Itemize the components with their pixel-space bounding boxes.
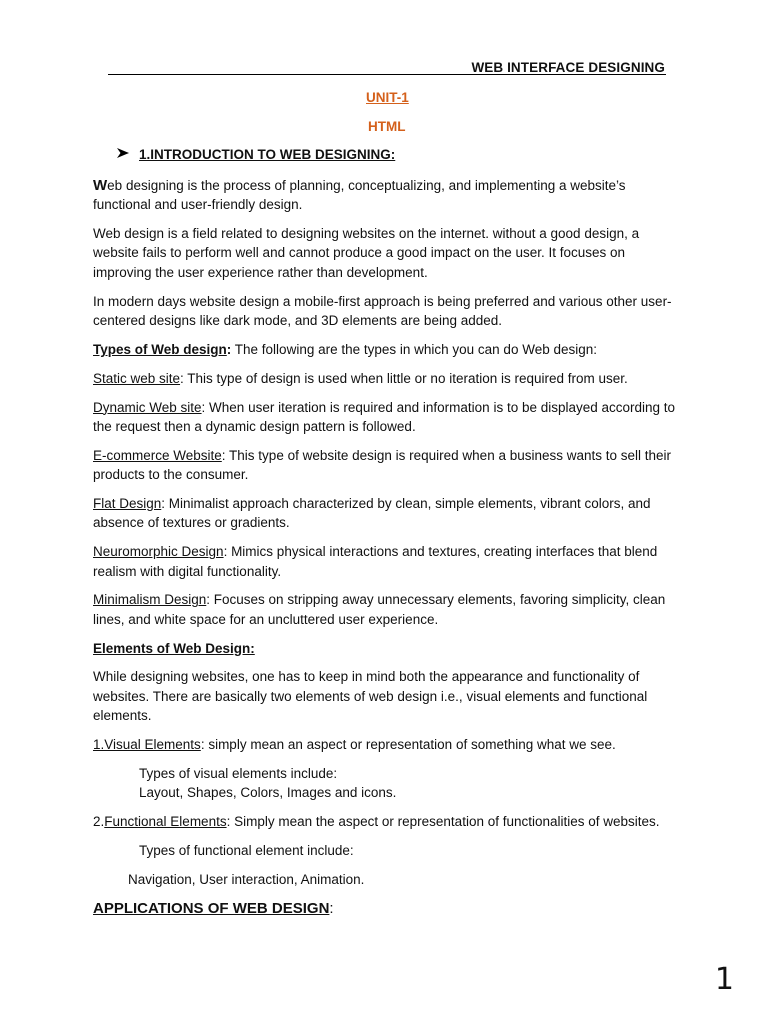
chapter-title: HTML [368, 119, 406, 134]
type-desc: : Minimalist approach characterized by clean, simple elements, vibrant colors, and absence of textures or gradients. [93, 496, 651, 531]
arrow-bullet-icon [116, 147, 134, 162]
type-term: Minimalism Design [93, 592, 207, 608]
visual-types-line-2: Layout, Shapes, Colors, Images and icons. [139, 785, 397, 801]
elements-heading: Elements of Web Design: [93, 640, 255, 656]
visual-elements-term: 1.Visual Elements [93, 736, 201, 752]
type-item [93, 494, 683, 533]
type-desc: : This type of design is used when little or no iteration is required from user. [180, 370, 628, 386]
types-heading: Types of Web design [93, 341, 227, 357]
type-desc: : When user iteration is required and information is to be displayed according to the request then a dynamic design pattern is followed. [93, 399, 676, 434]
intro-paragraph-1 [93, 176, 683, 215]
functional-elements-term: Functional Elements [104, 814, 227, 830]
type-term: Neuromorphic Design [93, 544, 224, 560]
type-desc: : Mimics physical interactions and textures, creating interfaces that blend realism with digital functionality. [93, 544, 658, 579]
intro-paragraph-1-text: eb designing is the process of planning, conceptualizing, and implementing a website’s functional and user-friendly design. [93, 178, 626, 213]
elements-intro: While designing websites, one has to keep in mind both the appearance and functionality of websites. There are basically two elements of web design i.e., visual elements and functional elements. [93, 669, 648, 724]
type-desc: : Focuses on stripping away unnecessary elements, favoring simplicity, clean lines, and white space for an uncluttered user experience. [93, 592, 666, 627]
type-term: Dynamic Web site [93, 399, 202, 415]
types-heading-colon: : [226, 341, 232, 357]
type-item [93, 398, 683, 437]
type-item [93, 590, 683, 629]
intro-paragraph-3: In modern days website design a mobile-first approach is being preferred and various other user-centered designs like dark mode, and 3D elements are being added. [93, 293, 672, 328]
header-title: WEB INTERFACE DESIGNING [471, 60, 665, 75]
intro-paragraph-2: Web design is a field related to designing websites on the internet. without a good design, a website fails to perform well and cannot produce a good impact on the user. It focuses on improving the user experience rather than development. [93, 226, 640, 280]
drop-cap: W [93, 177, 108, 194]
type-desc: : This type of website design is required when a business wants to sell their products to the consumer. [93, 447, 672, 483]
document-body [93, 176, 683, 928]
applications-heading-text: APPLICATIONS OF WEB DESIGN [93, 899, 330, 917]
type-item [93, 369, 683, 388]
section-heading [116, 147, 395, 162]
applications-heading-colon: : [329, 899, 334, 917]
type-term: E-commerce Website [93, 447, 222, 463]
page-number: 1 [714, 962, 734, 997]
type-term: Static web site [93, 370, 181, 386]
visual-elements-desc: : simply mean an aspect or representation of something what we see. [200, 736, 616, 752]
functional-types-line-1: Types of functional element include: [139, 842, 354, 858]
visual-types-line-1: Types of visual elements include: [139, 765, 338, 781]
applications-heading [93, 899, 683, 918]
functional-types-line-2: Navigation, User interaction, Animation. [128, 871, 365, 887]
types-intro-text: The following are the types in which you can do Web design: [231, 341, 598, 357]
section-heading-text: 1.INTRODUCTION TO WEB DESIGNING: [139, 147, 396, 162]
functional-elements [93, 812, 683, 831]
unit-label: UNIT-1 [366, 90, 409, 105]
functional-prefix: 2. [93, 814, 105, 830]
type-item [93, 542, 683, 581]
type-item [93, 446, 683, 485]
types-intro [93, 340, 683, 359]
functional-elements-desc: : Simply mean the aspect or representation of functionalities of websites. [226, 814, 660, 830]
visual-types [93, 764, 683, 803]
visual-elements [93, 735, 683, 754]
type-term: Flat Design [93, 496, 162, 512]
